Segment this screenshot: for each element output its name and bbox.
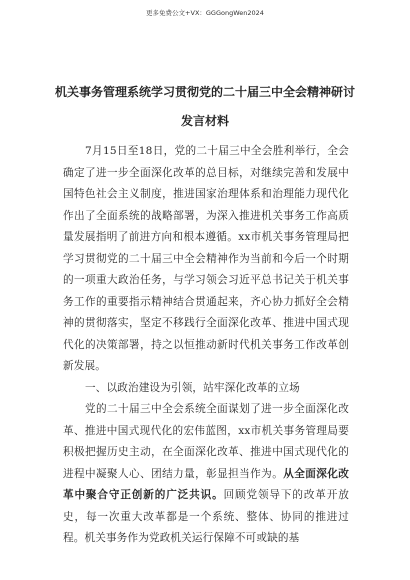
document-title-line2: 发言材料: [180, 114, 229, 128]
paragraph-intro: 7月15日至18日，党的二十届三中全会胜利举行，全会确定了进一步全面深化改革的总目标，对继续完善和发展中国特色社会主义制度，推进国家治理体系和治理能力现代化作出了全面系统的战略部署，为深入推进机关事务工作高质量发展指明了前进方向和根本遵循。xx市机关事务管理局把学习贯彻党的二十届三中全会精神作为当前和今后一个时期的一项重大政治任务，与学习领会习近平总书记关于机关事务工作的重要指示精神结合贯通起来，齐心协力抓好全会精神的贯彻落实，坚定不移践行全面深化改革、推进中国式现代化的决策部署，持之以恒推动新时代机关事务工作改革创新发展。: [63, 145, 349, 372]
document-title-line1: 机关事务管理系统学习贯彻党的二十届三中全会精神研讨: [54, 85, 355, 99]
paragraph-section-1: [63, 399, 349, 550]
bold-key-sentence: 从全面深化改革中聚合守正创新的广泛共识。: [63, 467, 349, 501]
watermark-text: 更多免费公文+VX：GGGongWen2024: [146, 9, 264, 17]
section-heading-1: 一、以政治建设为引领，站牢深化改革的立场: [85, 381, 300, 394]
paragraph-section-1-continued: 回顾党领导下的改革开放史，每一次重大改革都是一个系统、整体、协同的推进过程。机关事务作为党政机关运行保障不可或缺的基: [63, 489, 349, 544]
document-body: [63, 141, 349, 550]
paragraph-section-1-text: 党的二十届三中全会系统全面谋划了进一步全面深化改革、推进中国式现代化的宏伟蓝图，xx市机关事务管理局要积极把握历史主动，在全面深化改革、推进中国式现代化的进程中凝聚人心、团结力量，彰显担当作为。: [63, 403, 349, 480]
